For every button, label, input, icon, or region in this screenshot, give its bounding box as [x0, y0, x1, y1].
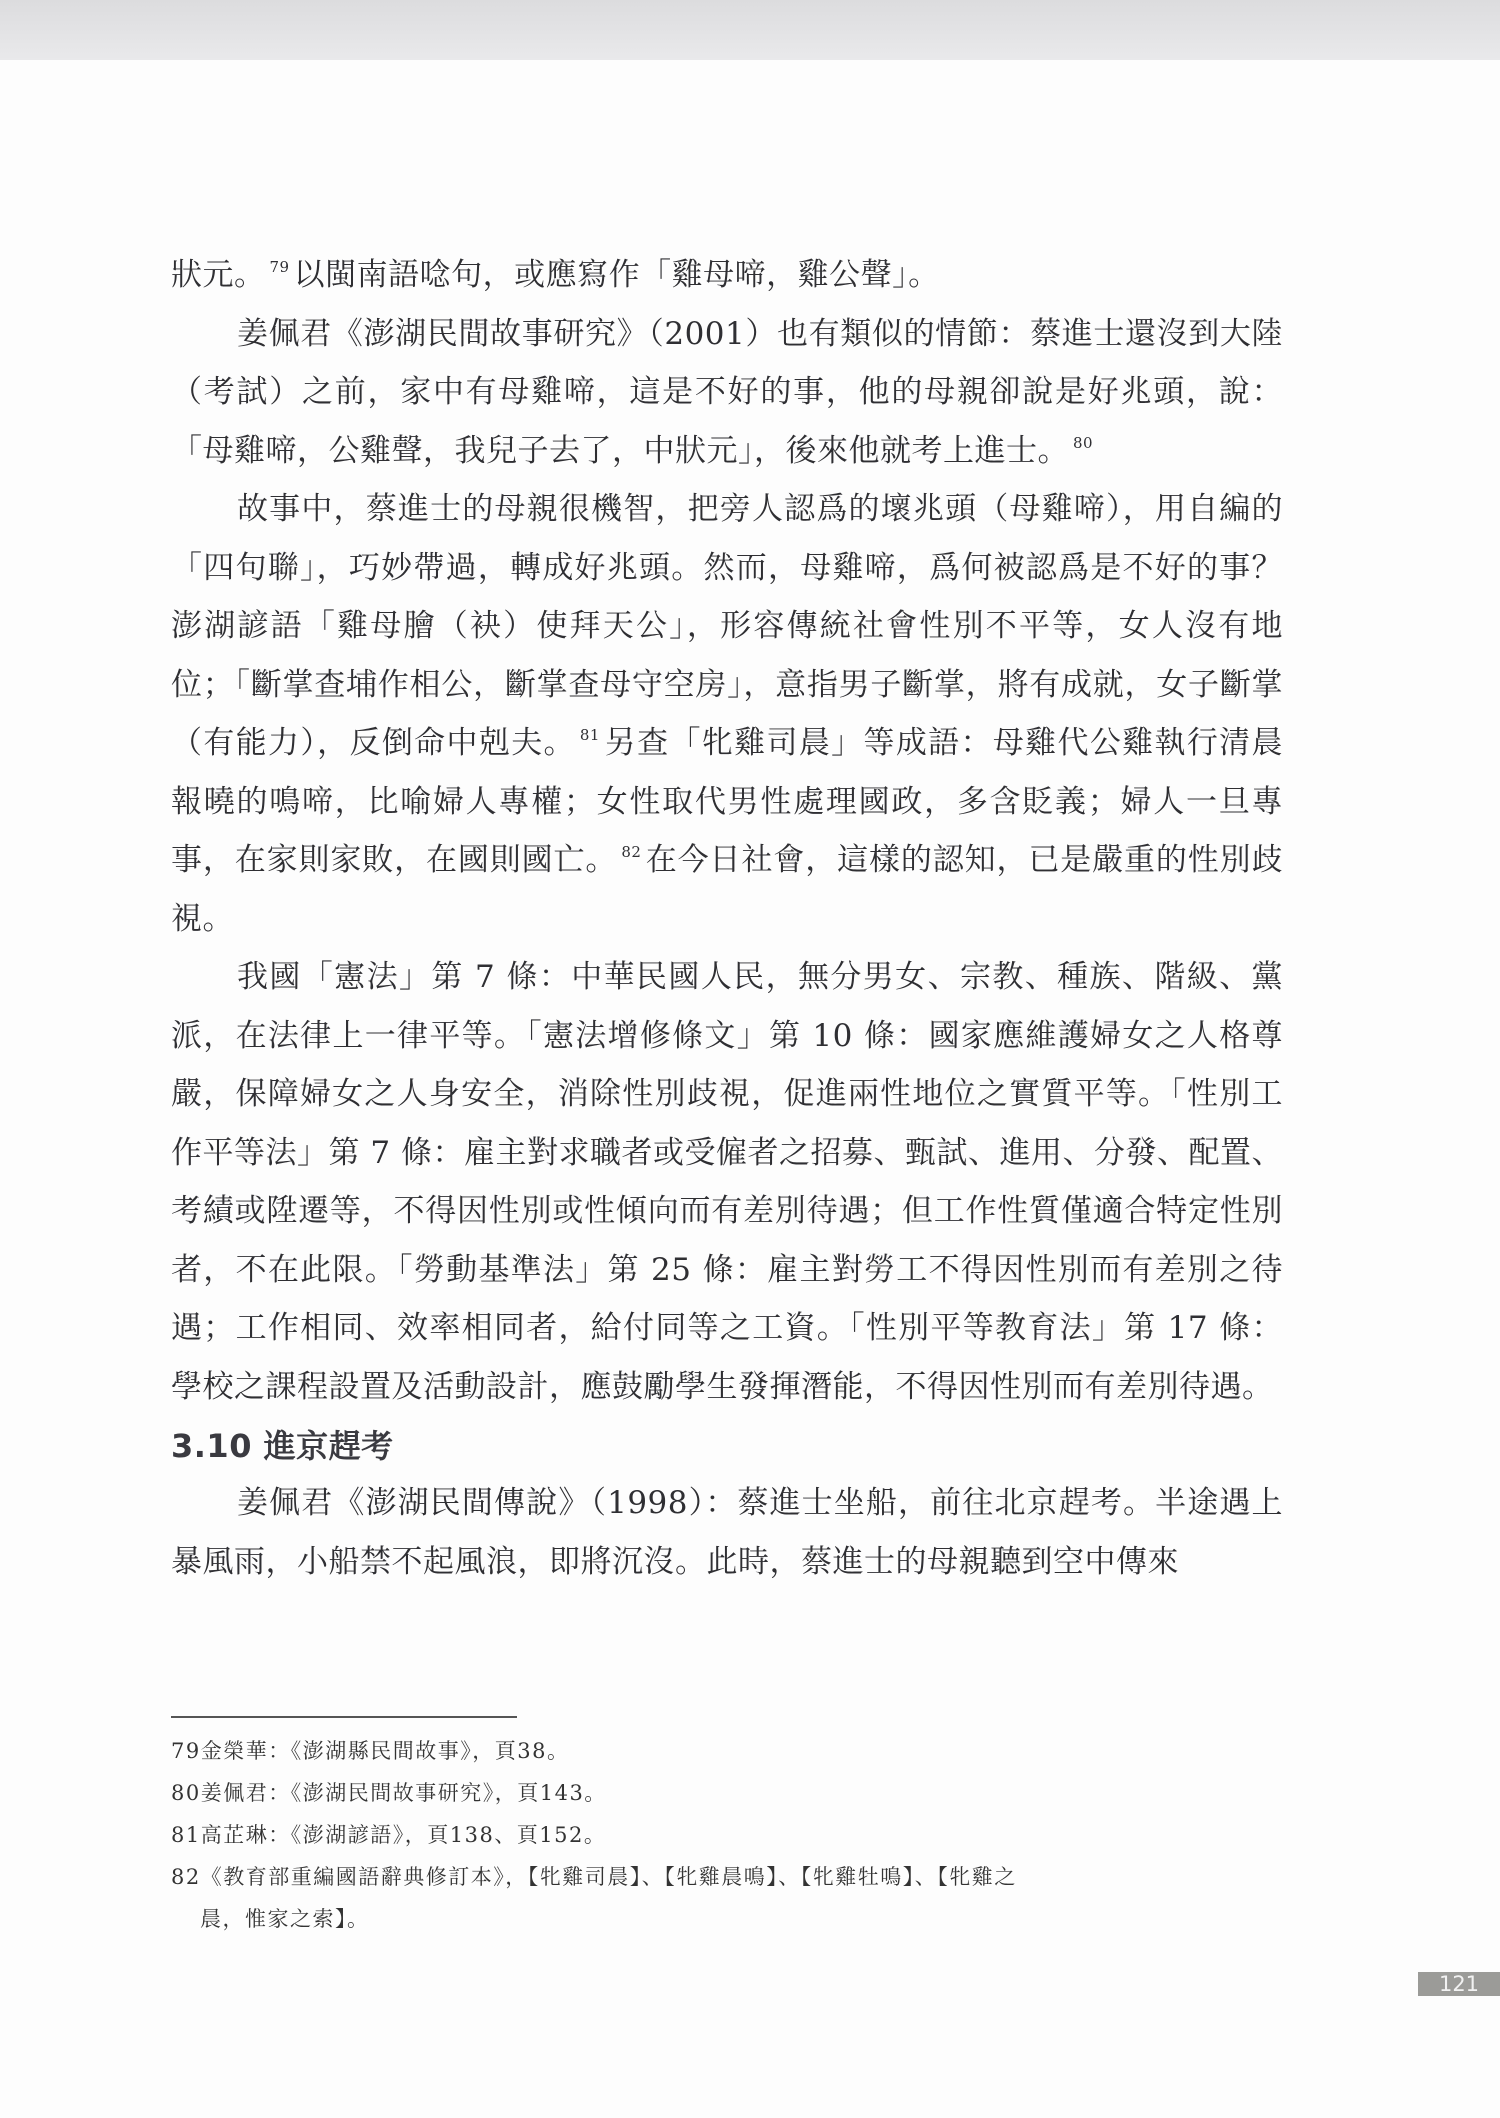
paragraph-3: [171, 480, 1283, 948]
paragraph-1: [171, 246, 1283, 305]
text-span: 在今日社會，這樣的認知，已是嚴重的性別歧視。: [171, 842, 1284, 937]
footnote-ref-81: 81: [579, 726, 600, 744]
footnote-81: 81高芷琳：《澎湖諺語》，頁138、頁152。: [171, 1823, 607, 1847]
footnote-ref-79: 79: [269, 258, 290, 276]
text-span: 另查「牝雞司晨」等成語：母雞代公雞執行清晨報曉的鳴啼，比喻婦人專權；女性取代男性處理國政，多含貶義；婦人一旦專事，在家則家敗，在國則國亡。: [171, 725, 1284, 878]
paragraph-5: [171, 1474, 1283, 1591]
text-span: 故事中，蔡進士的母親很機智，把旁人認爲的壞兆頭（母雞啼），用自編的「四句聯」，巧妙帶過，轉成好兆頭。然而，母雞啼，爲何被認爲是不好的事？澎湖諺語「雞母膾（袂）使拜天公」，形容傳統社會性別不平等，女人沒有地位；「斷掌查埔作相公，斷掌查母守空房」，意指男子斷掌，將有成就，女子斷掌（有能力），反倒命中剋夫。: [171, 491, 1283, 761]
footnote-ref-80: 80: [1073, 433, 1094, 452]
section-heading: 3.10 進京趕考: [171, 1427, 394, 1465]
page-number: 121: [1418, 1972, 1500, 1996]
footnotes: [171, 1730, 1291, 1940]
footnote-80: 80姜佩君：《澎湖民間故事研究》，頁143。: [171, 1781, 607, 1805]
text-span: 我國「憲法」第 7 條：中華民國人民，無分男女、宗教、種族、階級、黨派，在法律上一律平等。「憲法增修條文」第 10 條：國家應維護婦女之人格尊嚴，保障婦女之人身安全，消除性別歧視，促進兩性地位之實質平等。「性別工作平等法」第 7 條：雇主對求職者或受僱者之招募、甄試、進用、分發、配置、考績或陞遷等，不得因性別或性傾向而有差別待遇；但工作性質僅適合特定性別者，不在此限。「勞動基準法」第 25 條：雇主對勞工不得因性別而有差別之待遇；工作相同、效率相同者，給付同等之工資。「性別平等教育法」第 17 條：學校之課程設置及活動設計，應鼓勵學生發揮潛能，不得因性別而有差別待遇。: [171, 959, 1283, 1405]
footnote-79: 79金榮華：《澎湖縣民間故事》，頁38。: [171, 1739, 570, 1763]
paragraph-4: [171, 948, 1283, 1416]
footnote-divider: [171, 1716, 517, 1718]
text-span: 以閩南語唸句，或應寫作「雞母啼，雞公聲」。: [293, 257, 940, 293]
footnote-82: 82《教育部重編國語辭典修訂本》，【牝雞司晨】、【牝雞晨鳴】、【牝雞牡鳴】、【牝雞之: [171, 1865, 1017, 1889]
text-span: 姜佩君《澎湖民間傳說》（1998）：蔡進士坐船，前往北京趕考。半途遇上暴風雨，小船禁不起風浪，即將沉沒。此時，蔡進士的母親聽到空中傳來: [171, 1485, 1283, 1580]
footnote-ref-82: 82: [621, 843, 642, 861]
paragraph-2: [171, 305, 1283, 481]
text-span: 狀元。: [171, 257, 266, 293]
text-span: 姜佩君《澎湖民間故事研究》（2001）也有類似的情節：蔡進士還沒到大陸（考試）之前，家中有母雞啼，這是不好的事，他的母親卻說是好兆頭，說：「母雞啼，公雞聲，我兒子去了，中狀元」，後來他就考上進士。: [171, 315, 1283, 469]
footnote-82-continuation: 晨，惟家之索】。: [200, 1907, 370, 1931]
main-text: [171, 246, 1283, 1591]
scan-top-edge: [0, 0, 1500, 60]
